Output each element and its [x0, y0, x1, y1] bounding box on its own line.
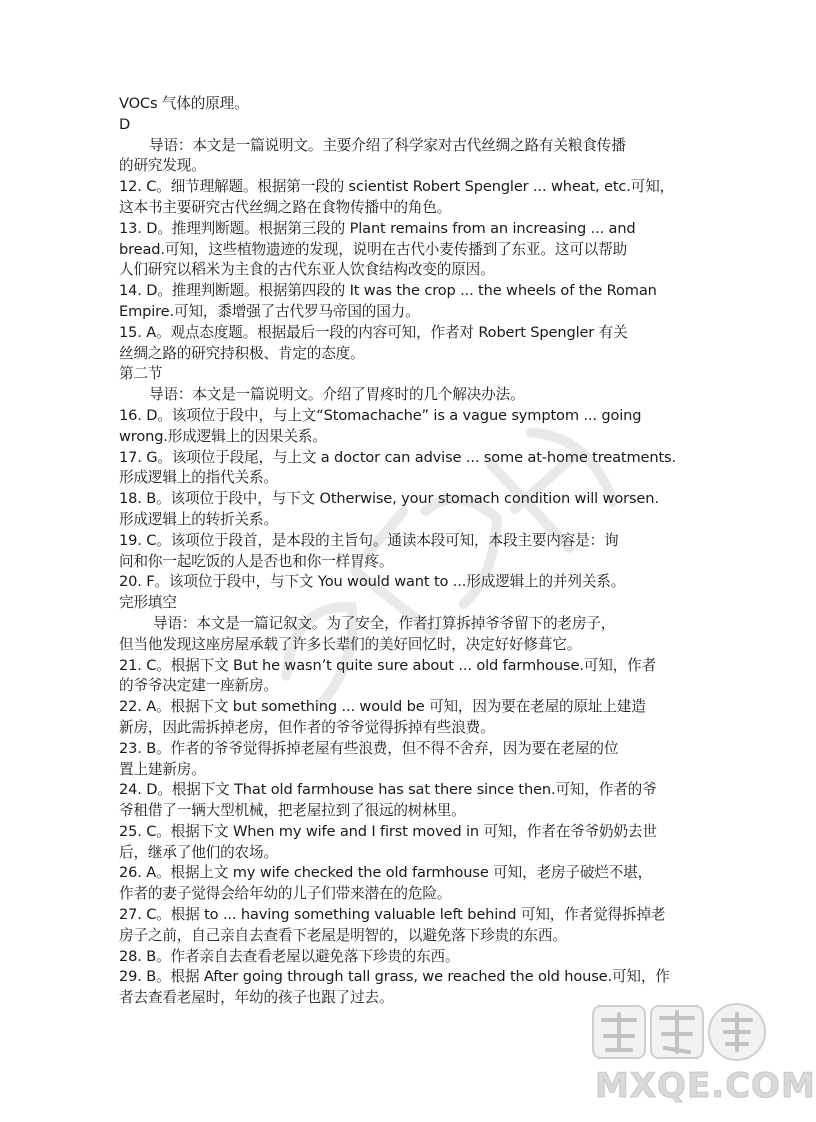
intro-line: 导语：本文是一篇说明文。主要介绍了科学家对古代丝绸之路有关粮食传播 — [149, 136, 626, 154]
text-line: VOCs 气体的原理。 — [119, 95, 249, 112]
text-line: 房子之前，自己亲自去查看下老屋是明智的，以避免落下珍贵的东西。 — [119, 926, 567, 944]
text-line: 但当他发现这座房屋承载了许多长辈们的美好回忆时，决定好好修葺它。 — [119, 635, 582, 653]
answer-line: 29. B。根据 After going through tall grass, we reached the old house.可知，作 — [119, 968, 670, 986]
answer-line: 28. B。作者亲自去查看老屋以避免落下珍贵的东西。 — [119, 947, 460, 965]
answer-line: 14. D。推理判断题。根据第四段的 It was the crop ... the wheels of the Roman — [119, 282, 657, 300]
logo-url-text: MXQE.COM — [595, 1066, 816, 1106]
text-line: 新房，因此需拆掉老房，但作者的爷爷觉得拆掉有些浪费。 — [119, 718, 495, 736]
section-heading: D — [119, 115, 131, 133]
text-line: 作者的妻子觉得会给年幼的儿子们带来潜在的危险。 — [119, 885, 452, 903]
text-line: 这本书主要研究古代丝绸之路在食物传播中的角色。 — [119, 198, 452, 216]
text-line: 的研究发现。 — [119, 157, 206, 175]
text-line: 问和你一起吃饭的人是否也和你一样胃疼。 — [119, 552, 394, 570]
answer-line: 19. C。该项位于段首，是本段的主旨句。通读本段可知，本段主要内容是：询 — [119, 531, 619, 549]
text-line: 形成逻辑上的转折关系。 — [119, 510, 278, 528]
answer-line: 25. C。根据下文 When my wife and I first moved in 可知，作者在爷爷奶奶去世 — [119, 822, 657, 840]
text-line: 后，继承了他们的农场。 — [119, 843, 278, 861]
site-logo-watermark — [585, 1000, 816, 1110]
answer-line: 18. B。该项位于段中，与下文 Otherwise, your stomach condition will worsen. — [119, 490, 659, 508]
text-line: 爷租借了一辆大型机械，把老屋拉到了很远的树林里。 — [119, 802, 466, 820]
text-line: bread.可知，这些植物遗迹的发现，说明在古代小麦传播到了东亚。这可以帮助 — [119, 240, 628, 258]
text-line: 丝绸之路的研究持积极、肯定的态度。 — [119, 344, 365, 362]
section-heading: 第二节 — [119, 365, 163, 383]
answer-line: 21. C。根据下文 But he wasn’t quite sure about ... old farmhouse.可知，作者 — [119, 656, 657, 674]
answer-line: 16. D。该项位于段中，与上文“Stomachache” is a vague symptom ... going — [119, 406, 642, 424]
answer-line: 12. C。细节理解题。根据第一段的 scientist Robert Spengler ... wheat, etc.可知， — [119, 178, 675, 196]
intro-line: 导语：本文是一篇记叙文。为了安全，作者打算拆掉爷爷留下的老房子， — [153, 614, 616, 632]
text-line: 者去查看老屋时，年幼的孩子也跟了过去。 — [119, 989, 394, 1007]
answer-line: 15. A。观点态度题。根据最后一段的内容可知，作者对 Robert Spengler 有关 — [119, 323, 628, 341]
answer-line: 24. D。根据下文 That old farmhouse has sat there since then.可知，作者的爷 — [119, 781, 657, 799]
text-line: 人们研究以稻米为主食的古代东亚人饮食结构改变的原因。 — [119, 261, 495, 279]
text-line: 形成逻辑上的指代关系。 — [119, 469, 278, 487]
logo-graphic-icon — [591, 1000, 771, 1064]
intro-line: 导语：本文是一篇说明文。介绍了胃疼时的几个解决办法。 — [149, 386, 525, 404]
text-line: Empire.可知，黍增强了古代罗马帝国的国力。 — [119, 302, 420, 320]
answer-line: 20. F。该项位于段中，与下文 You would want to ...形成逻辑上的并列关系。 — [119, 573, 626, 591]
answer-line: 23. B。作者的爷爷觉得拆掉老屋有些浪费，但不得不舍弃，因为要在老屋的位 — [119, 739, 619, 757]
text-line: 的爷爷决定建一座新房。 — [119, 677, 278, 695]
text-line: wrong.形成逻辑上的因果关系。 — [119, 427, 327, 445]
answer-line: 26. A。根据上文 my wife checked the old farmhouse 可知，老房子破烂不堪， — [119, 864, 653, 882]
document-body — [119, 94, 679, 1009]
section-heading: 完形填空 — [119, 594, 177, 612]
answer-line: 13. D。推理判断题。根据第三段的 Plant remains from an increasing ... and — [119, 219, 636, 237]
answer-line: 27. C。根据 to ... having something valuable left behind 可知，作者觉得拆掉老 — [119, 906, 666, 924]
answer-line: 22. A。根据下文 but something ... would be 可知，因为要在老屋的原址上建造 — [119, 698, 646, 716]
answer-line: 17. G。该项位于段尾，与上文 a doctor can advise ... some at-home treatments. — [119, 448, 676, 466]
text-line: 置上建新房。 — [119, 760, 206, 778]
